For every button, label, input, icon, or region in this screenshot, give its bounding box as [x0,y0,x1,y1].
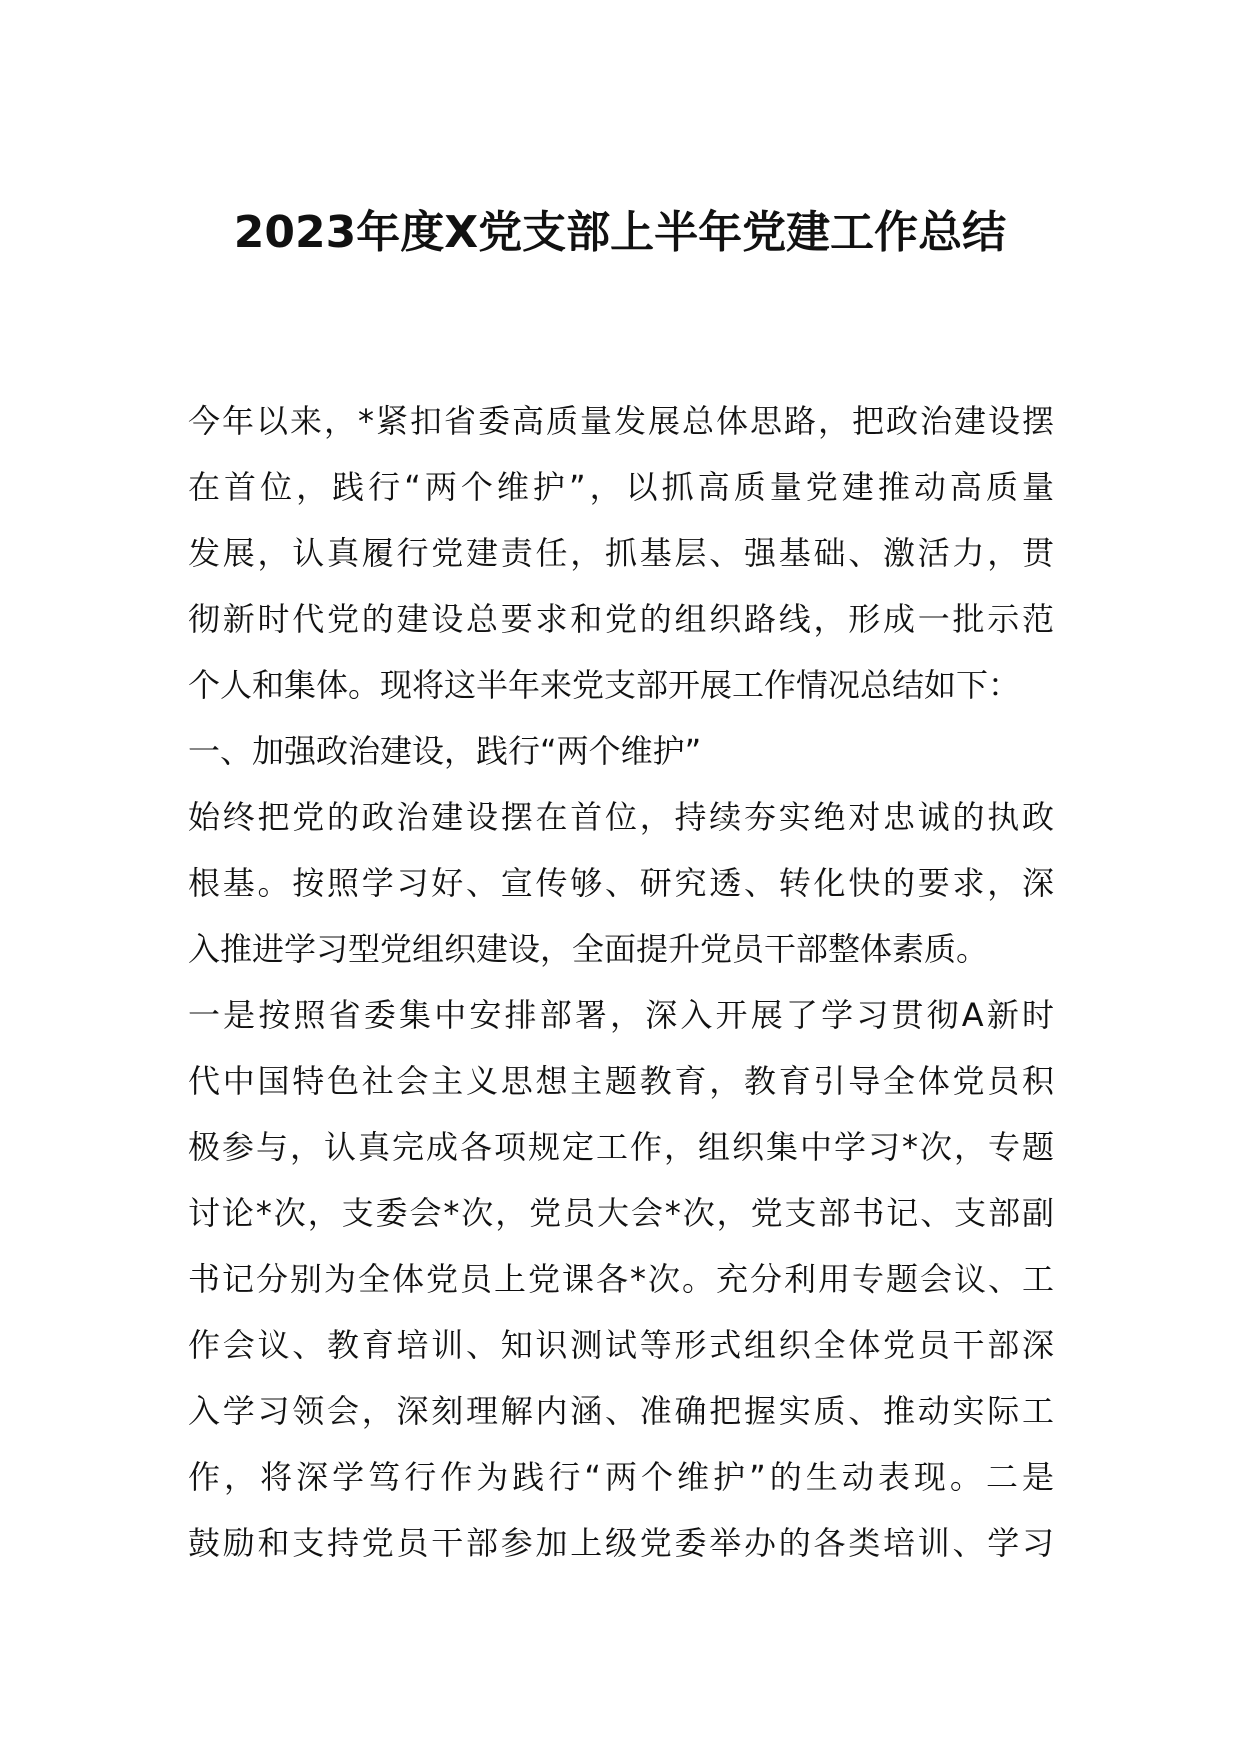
body-line-9: 入推进学习型党组织建设，全面提升党员干部整体素质。 [188,930,989,968]
body-line-17: 作，将深学笃行作为践行“两个维护”的生动表现。二是 [188,1458,1054,1496]
body-line-2: 在首位，践行“两个维护”，以抓高质量党建推动高质量 [188,468,1054,506]
body-line-16: 入学习领会，深刻理解内涵、准确把握实质、推动实际工 [188,1392,1054,1430]
body-line-12: 极参与，认真完成各项规定工作，组织集中学习*次，专题 [188,1128,1054,1166]
body-line-3: 发展，认真履行党建责任，抓基层、强基础、激活力，贯 [188,534,1054,572]
body-line-8: 根基。按照学习好、宣传够、研究透、转化快的要求，深 [188,864,1054,902]
body-line-10: 一是按照省委集中安排部署，深入开展了学习贯彻A新时 [188,996,1054,1034]
section-heading-1: 一、加强政治建设，践行“两个维护” [188,732,702,770]
body-line-4: 彻新时代党的建设总要求和党的组织路线，形成一批示范 [188,600,1054,638]
body-line-13: 讨论*次，支委会*次，党员大会*次，党支部书记、支部副 [188,1194,1054,1232]
body-line-15: 作会议、教育培训、知识测试等形式组织全体党员干部深 [188,1326,1054,1364]
body-line-11: 代中国特色社会主义思想主题教育，教育引导全体党员积 [188,1062,1054,1100]
body-line-5: 个人和集体。现将这半年来党支部开展工作情况总结如下： [188,666,1021,704]
body-line-1: 今年以来，*紧扣省委高质量发展总体思路，把政治建设摆 [188,402,1054,440]
body-line-7: 始终把党的政治建设摆在首位，持续夯实绝对忠诚的执政 [188,798,1054,836]
document-body [188,388,1054,1576]
document-title: 2023年度X党支部上半年党建工作总结 [233,207,1007,258]
body-line-18: 鼓励和支持党员干部参加上级党委举办的各类培训、学习 [188,1524,1054,1562]
body-line-14: 书记分别为全体党员上党课各*次。充分利用专题会议、工 [188,1260,1054,1298]
